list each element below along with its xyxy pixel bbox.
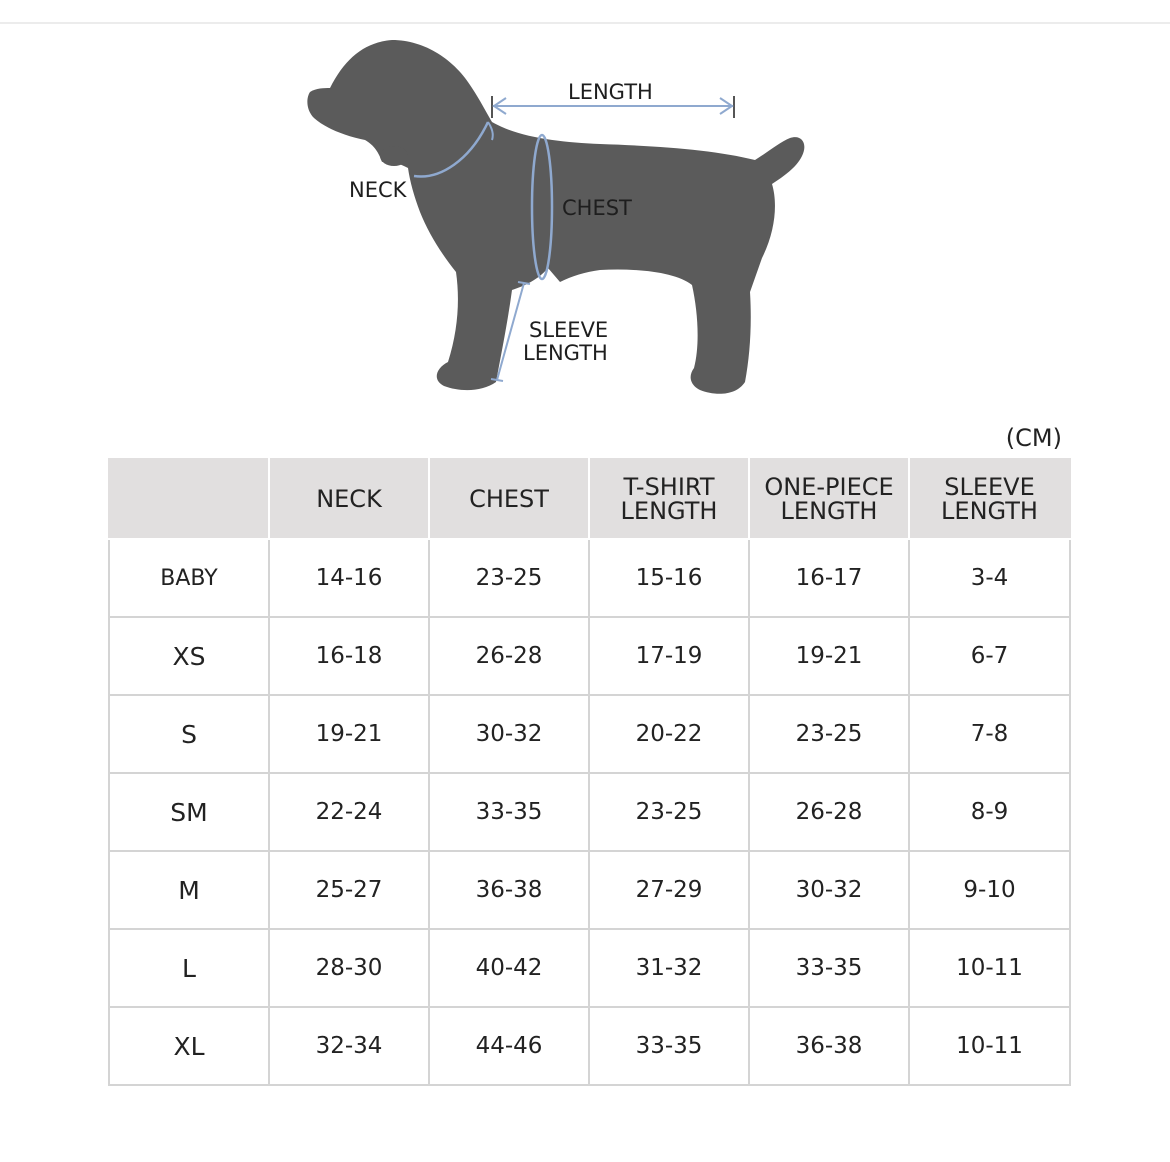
chest-cell: 40-42 [429, 929, 589, 1007]
onepiece-length-cell: 36-38 [749, 1007, 909, 1085]
neck-label: NECK [349, 178, 407, 202]
neck-cell: 25-27 [269, 851, 429, 929]
table-row [109, 1007, 1070, 1085]
unit-label: (CM) [1005, 424, 1062, 452]
chest-cell: 36-38 [429, 851, 589, 929]
sleeve-length-cell: 6-7 [909, 617, 1070, 695]
table-row [109, 695, 1070, 773]
chest-cell: 26-28 [429, 617, 589, 695]
table-row [109, 929, 1070, 1007]
size-cell: BABY [109, 539, 269, 617]
sleeve-label-line2: LENGTH [523, 341, 608, 365]
neck-cell: 32-34 [269, 1007, 429, 1085]
onepiece-length-cell: 16-17 [749, 539, 909, 617]
onepiece-length-cell: 19-21 [749, 617, 909, 695]
tshirt-length-cell: 20-22 [589, 695, 749, 773]
neck-cell: 22-24 [269, 773, 429, 851]
header-sleeve-length: SLEEVE LENGTH [909, 459, 1070, 539]
tshirt-length-cell: 17-19 [589, 617, 749, 695]
header-size [109, 459, 269, 539]
size-cell: S [109, 695, 269, 773]
sleeve-length-cell: 7-8 [909, 695, 1070, 773]
tshirt-length-cell: 23-25 [589, 773, 749, 851]
sleeve-length-cell: 10-11 [909, 929, 1070, 1007]
sleeve-length-cell: 10-11 [909, 1007, 1070, 1085]
tshirt-length-cell: 31-32 [589, 929, 749, 1007]
chest-cell: 44-46 [429, 1007, 589, 1085]
sleeve-length-cell: 9-10 [909, 851, 1070, 929]
neck-cell: 28-30 [269, 929, 429, 1007]
sleeve-length-cell: 8-9 [909, 773, 1070, 851]
tshirt-length-cell: 15-16 [589, 539, 749, 617]
header-chest: CHEST [429, 459, 589, 539]
size-cell: XL [109, 1007, 269, 1085]
size-cell: L [109, 929, 269, 1007]
neck-cell: 19-21 [269, 695, 429, 773]
header-tshirt-length: T-SHIRT LENGTH [589, 459, 749, 539]
size-cell: M [109, 851, 269, 929]
size-cell: XS [109, 617, 269, 695]
header-neck: NECK [269, 459, 429, 539]
chest-cell: 23-25 [429, 539, 589, 617]
size-cell: SM [109, 773, 269, 851]
neck-cell: 16-18 [269, 617, 429, 695]
neck-cell: 14-16 [269, 539, 429, 617]
table-header-row [109, 459, 1070, 539]
ear-shape [380, 146, 408, 166]
table-row [109, 851, 1070, 929]
onepiece-length-cell: 23-25 [749, 695, 909, 773]
sleeve-label-line1: SLEEVE [529, 318, 609, 342]
chest-cell: 30-32 [429, 695, 589, 773]
table-row [109, 773, 1070, 851]
size-chart-table [108, 458, 1071, 1086]
dog-measurement-diagram [0, 0, 1170, 420]
sleeve-length-cell: 3-4 [909, 539, 1070, 617]
onepiece-length-cell: 30-32 [749, 851, 909, 929]
header-onepiece-length: ONE-PIECE LENGTH [749, 459, 909, 539]
table-row [109, 539, 1070, 617]
chest-label: CHEST [562, 196, 632, 220]
onepiece-length-cell: 26-28 [749, 773, 909, 851]
tshirt-length-cell: 33-35 [589, 1007, 749, 1085]
length-label: LENGTH [568, 80, 653, 104]
tshirt-length-cell: 27-29 [589, 851, 749, 929]
dog-diagram-svg [0, 0, 1170, 420]
onepiece-length-cell: 33-35 [749, 929, 909, 1007]
chest-cell: 33-35 [429, 773, 589, 851]
table-row [109, 617, 1070, 695]
